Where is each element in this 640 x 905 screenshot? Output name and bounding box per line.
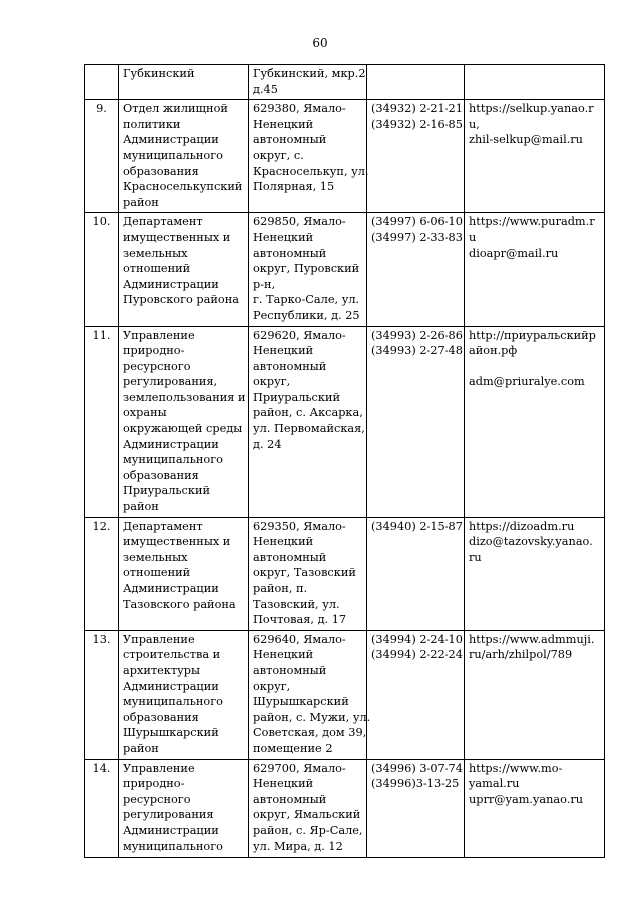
table-row xyxy=(85,630,605,759)
organization-name-cell xyxy=(119,759,249,857)
cell-line: землепользования и xyxy=(123,390,246,404)
cell-line: муниципального xyxy=(123,453,223,467)
cell-line: автономный xyxy=(253,246,327,260)
cell-line: муниципального xyxy=(123,839,223,853)
phone-cell xyxy=(367,630,465,759)
address-cell xyxy=(249,630,371,759)
table-row xyxy=(85,517,605,630)
cell-line: район xyxy=(123,500,159,514)
cell-line: Тазовский, ул. xyxy=(253,597,340,611)
website-email-cell xyxy=(465,517,605,630)
cell-line: Тазовского района xyxy=(123,597,236,611)
cell-line: район xyxy=(123,195,159,209)
phone-cell xyxy=(367,100,465,213)
row-number-cell: 11. xyxy=(85,326,119,517)
cell-line: 629850, Ямало- xyxy=(253,215,346,229)
cell-line: образования xyxy=(123,164,199,178)
cell-line: 629380, Ямало- xyxy=(253,102,346,116)
cell-line: (34994) 2-22-24 xyxy=(371,648,463,662)
cell-line: район, с. Яр-Сале, xyxy=(253,823,363,837)
cell-line: dioapr@mail.ru xyxy=(469,246,559,260)
cell-line: Администрации xyxy=(123,437,219,451)
organization-name-cell xyxy=(119,65,249,100)
cell-line: (34997) 6-06-10 xyxy=(371,215,463,229)
cell-line: образования xyxy=(123,468,199,482)
organization-name-cell xyxy=(119,100,249,213)
cell-line: район, п. xyxy=(253,582,308,595)
cell-line: Шурышкарский xyxy=(253,695,349,709)
cell-line: земельных xyxy=(123,246,188,260)
cell-line: природно- xyxy=(123,777,185,791)
cell-line: образования xyxy=(123,710,199,724)
cell-line: Департамент xyxy=(123,519,203,533)
website-email-cell xyxy=(465,759,605,857)
cell-line: yamal.ru xyxy=(469,777,520,791)
cell-line: (34932) 2-16-85 xyxy=(371,117,463,131)
cell-line: uprr@yam.yanao.ru xyxy=(469,792,584,806)
cell-line: Советская, дом 39, xyxy=(253,726,367,740)
cell-line: айон.рф xyxy=(469,344,518,358)
cell-line: Администрации xyxy=(123,823,219,837)
cell-line: муниципального xyxy=(123,148,223,162)
cell-line: окружающей среды xyxy=(123,422,243,436)
cell-line: г. Тарко-Сале, ул. xyxy=(253,293,360,307)
cell-line: отношений xyxy=(123,262,191,276)
cell-line: https://selkup.yanao.r xyxy=(469,102,594,116)
cell-line: ул. Первомайская, xyxy=(253,422,365,436)
row-number-cell: 13. xyxy=(85,630,119,759)
row-number-cell: 9. xyxy=(85,100,119,213)
cell-line: https://www.mo- xyxy=(469,761,563,775)
cell-line: отношений xyxy=(123,566,191,580)
cell-line: (34932) 2-21-21 xyxy=(371,102,463,116)
row-number-cell: 14. xyxy=(85,759,119,857)
phone-cell xyxy=(367,517,465,630)
cell-line: (34997) 2-33-83 xyxy=(371,230,463,244)
cell-line: 629620, Ямало- xyxy=(253,328,346,342)
cell-line: имущественных и xyxy=(123,230,231,244)
cell-line: район xyxy=(123,741,159,755)
cell-line: u xyxy=(469,230,477,244)
cell-line: Пуровского района xyxy=(123,293,239,307)
cell-line: 629350, Ямало- xyxy=(253,519,346,533)
cell-line: (34993) 2-27-48 xyxy=(371,344,463,358)
cell-line: автономный xyxy=(253,359,327,373)
cell-line: https://dizoadm.ru xyxy=(469,519,575,533)
cell-line: Администрации xyxy=(123,277,219,291)
cell-line: ресурсного xyxy=(123,792,191,806)
cell-line: автономный xyxy=(253,133,327,147)
cell-line: имущественных и xyxy=(123,535,231,549)
cell-line: https://www.admmuji. xyxy=(469,632,595,646)
cell-line: строительства и xyxy=(123,648,221,662)
cell-line: Губкинский xyxy=(123,67,195,80)
address-cell xyxy=(249,517,367,630)
cell-line: Ненецкий xyxy=(253,230,314,244)
cell-line: округ, Ямальский xyxy=(253,808,361,822)
organization-name-cell xyxy=(119,213,249,326)
cell-line: округ, xyxy=(253,679,291,693)
cell-line: Приуральский xyxy=(123,484,210,498)
cell-line xyxy=(469,359,600,375)
table-row xyxy=(85,326,605,517)
table-row xyxy=(85,65,605,100)
cell-line: Красноселькупский xyxy=(123,180,243,194)
cell-line: округ, с. xyxy=(253,148,304,162)
cell-line: adm@priuralye.com xyxy=(469,375,585,389)
row-number-cell: 12. xyxy=(85,517,119,630)
address-cell xyxy=(249,326,367,517)
cell-line: охраны xyxy=(123,406,167,420)
cell-line: район, с. Аксарка, xyxy=(253,406,363,420)
cell-line: https://www.puradm.r xyxy=(469,215,595,229)
cell-line: Ненецкий xyxy=(253,777,314,791)
cell-line: д.45 xyxy=(253,82,278,96)
phone-cell xyxy=(367,759,465,857)
cell-line: Ненецкий xyxy=(253,648,314,662)
organization-name-cell xyxy=(119,630,249,759)
website-email-cell xyxy=(465,326,605,517)
website-email-cell xyxy=(465,100,605,213)
cell-line: Администрации xyxy=(123,679,219,693)
cell-line: помещение 2 xyxy=(253,741,333,755)
cell-line: округ, Тазовский xyxy=(253,566,356,580)
cell-line: ru/arh/zhilpol/789 xyxy=(469,648,573,662)
cell-line: (34993) 2-26-86 xyxy=(371,328,463,342)
cell-line: автономный xyxy=(253,550,327,564)
cell-line: политики xyxy=(123,117,181,131)
cell-line: Департамент xyxy=(123,215,203,229)
cell-line: 629700, Ямало- xyxy=(253,761,346,775)
cell-line: Красноселькуп, ул. xyxy=(253,164,369,178)
phone-cell xyxy=(367,213,465,326)
cell-line: Почтовая, д. 17 xyxy=(253,613,347,627)
row-number-cell: 10. xyxy=(85,213,119,326)
cell-line: zhil-selkup@mail.ru xyxy=(469,133,583,147)
cell-line: Управление xyxy=(123,761,195,775)
address-cell xyxy=(249,100,367,213)
cell-line: http://приуральскийр xyxy=(469,328,596,342)
cell-line: Шурышкарский xyxy=(123,726,219,740)
cell-line: Управление xyxy=(123,328,195,342)
row-number-cell xyxy=(85,65,119,100)
cell-line: Приуральский xyxy=(253,390,340,404)
page-number: 60 xyxy=(312,36,328,50)
table-row xyxy=(85,213,605,326)
cell-line: архитектуры xyxy=(123,663,200,677)
website-email-cell xyxy=(465,213,605,326)
address-cell xyxy=(249,65,367,100)
website-email-cell xyxy=(465,65,605,100)
cell-line: Ненецкий xyxy=(253,117,314,131)
organization-name-cell xyxy=(119,517,249,630)
cell-line: природно- xyxy=(123,344,185,358)
cell-line: автономный xyxy=(253,792,327,806)
cell-line: регулирования xyxy=(123,808,214,822)
cell-line: Администрации xyxy=(123,133,219,147)
organizations-table xyxy=(84,64,605,858)
cell-line: Ненецкий xyxy=(253,344,314,358)
cell-line: Губкинский, мкр.2 xyxy=(253,67,366,80)
cell-line: 629640, Ямало- xyxy=(253,632,346,646)
cell-line: Ненецкий xyxy=(253,535,314,549)
website-email-cell xyxy=(465,630,605,759)
cell-line: ru xyxy=(469,550,482,564)
table-row xyxy=(85,759,605,857)
address-cell xyxy=(249,213,367,326)
cell-line: регулирования, xyxy=(123,375,218,389)
cell-line: муниципального xyxy=(123,695,223,709)
cell-line: д. 24 xyxy=(253,437,282,451)
cell-line: район, с. Мужи, ул. xyxy=(253,710,371,724)
table-row xyxy=(85,100,605,213)
cell-line: Управление xyxy=(123,632,195,646)
address-cell xyxy=(249,759,367,857)
cell-line: автономный xyxy=(253,663,327,677)
cell-line: (34996) 3-07-74 xyxy=(371,761,463,775)
cell-line: ул. Мира, д. 12 xyxy=(253,839,343,853)
cell-line: р-н, xyxy=(253,277,276,291)
organization-name-cell xyxy=(119,326,249,517)
cell-line: земельных xyxy=(123,550,188,564)
cell-line: u, xyxy=(469,117,480,131)
cell-line: Полярная, 15 xyxy=(253,180,335,194)
cell-line: (34940) 2-15-87 xyxy=(371,519,463,533)
cell-line: округ, xyxy=(253,375,291,389)
phone-cell xyxy=(367,326,465,517)
cell-line: (34994) 2-24-10 xyxy=(371,632,463,646)
cell-line: Администрации xyxy=(123,582,219,595)
phone-cell xyxy=(367,65,465,100)
cell-line: Республики, д. 25 xyxy=(253,308,360,322)
cell-line: Отдел жилищной xyxy=(123,102,228,116)
cell-line: (34996)3-13-25 xyxy=(371,777,460,791)
cell-line: округ, Пуровский xyxy=(253,262,360,276)
cell-line: ресурсного xyxy=(123,359,191,373)
cell-line: dizo@tazovsky.yanao. xyxy=(469,535,593,549)
